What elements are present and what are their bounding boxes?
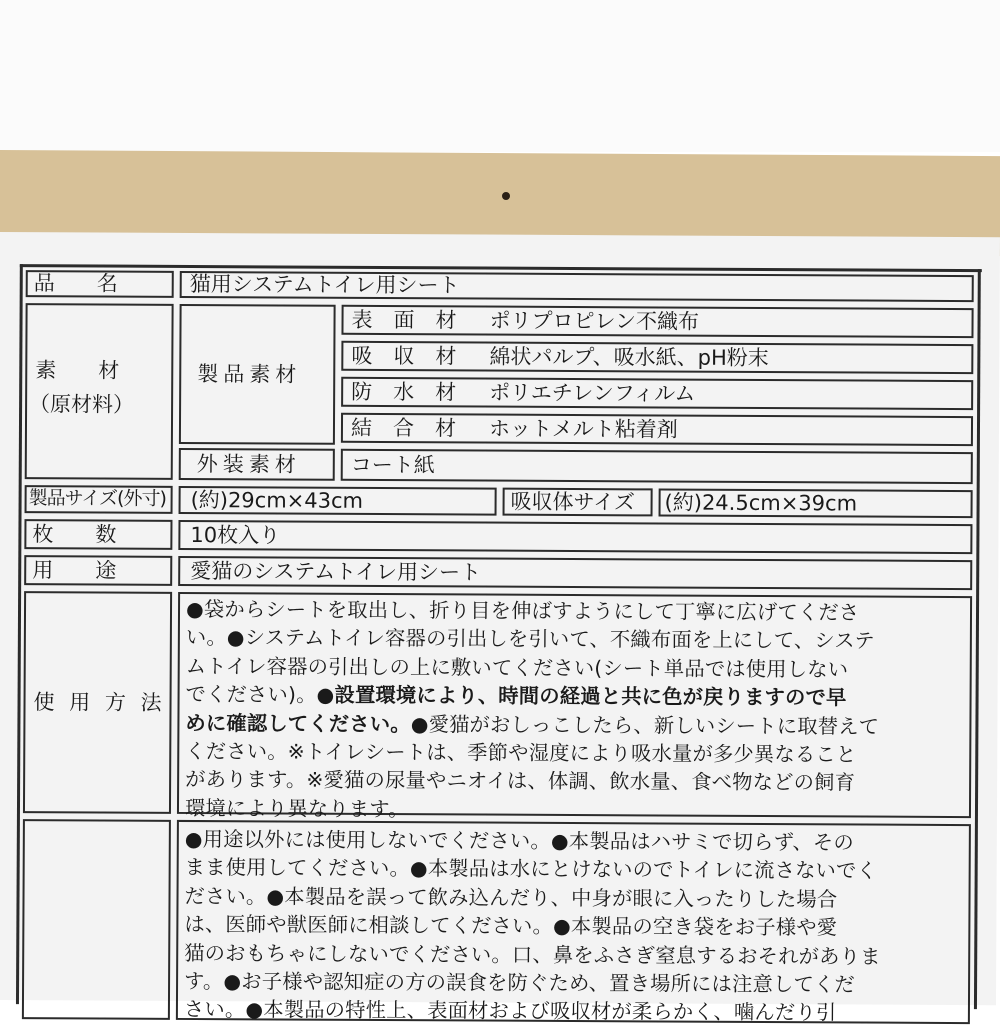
packaging-label: 外装素材 — [196, 452, 301, 477]
method-line: ●袋からシートを取出し、折り目を伸ばすようにして丁寧に広げてくださ — [185, 596, 860, 625]
background-wall — [0, 0, 1000, 152]
product-name-label: 品 名 — [33, 271, 118, 296]
material-binder-name: 結 合 材 — [350, 415, 457, 441]
method-line: 環境により異なります。 — [184, 795, 409, 821]
method-line: でください)。●設置環境により、時間の経過と共に色が戻りますので早 — [185, 682, 847, 710]
caution-line: 猫のおもちゃにしないでください。口、鼻をふさぎ窒息するおそれがありま — [184, 940, 881, 969]
count-value: 10枚入り — [190, 523, 281, 548]
material-absorbent-value: 綿状パルプ、吸水紙、pH粉末 — [489, 344, 769, 371]
material-label: 素 材 — [35, 358, 120, 383]
method-text — [185, 595, 880, 826]
packaging-value: コート紙 — [350, 452, 435, 478]
size-label: 製品サイズ(外寸) — [28, 487, 166, 510]
method-line: ムトイレ容器の引出しの上に敷いてください(シート単品では使用しない — [185, 653, 849, 682]
cardboard-hole — [502, 192, 510, 200]
material-surface-name: 表 面 材 — [351, 307, 457, 333]
size-value: (約)29cm×43cm — [190, 488, 364, 513]
emphasis-text: めに確認してください。 — [185, 710, 411, 736]
product-name-value: 猫用システムトイレ用シート — [189, 271, 460, 298]
caution-line: ●用途以外には使用しないでください。●本製品はハサミで切らず、その — [184, 826, 854, 855]
caution-line: す。●お子様や認知症の方の誤食を防ぐため、置き場所には注意してくだ — [184, 969, 856, 997]
product-spec-label — [0, 232, 1000, 1025]
material-absorbent-name: 吸 収 材 — [351, 343, 457, 369]
absorbent-size-value: (約)24.5cm×39cm — [664, 490, 858, 516]
material-waterproof-name: 防 水 材 — [351, 379, 457, 405]
packaging-value-cell — [341, 449, 973, 484]
caution-label-cell — [22, 819, 171, 1020]
method-line: ください。※トイレシートは、季節や湿度により吸水量が多少異なること — [185, 739, 857, 767]
table-right-border — [974, 269, 981, 1009]
count-value-cell — [178, 520, 972, 554]
method-line: めに確認してください。●愛猫がおしっこしたら、新しいシートに取替えて — [185, 710, 880, 739]
caution-line: まま使用してください。●本製品は水にとけないのでトイレに流さないでく — [184, 855, 878, 884]
material-surface-value: ポリプロピレン不織布 — [489, 308, 700, 334]
method-line: があります。※愛猫の尿量やニオイは、体調、飲水量、食べ物などの飼育 — [185, 767, 856, 795]
usage-label: 用 途 — [32, 558, 117, 583]
caution-line: さい。●本製品の特性上、表面材および吸収材が柔らかく、噛んだり引 — [183, 997, 837, 1025]
material-binder-value: ホットメルト粘着剤 — [488, 416, 678, 442]
usage-value: 愛猫のシステムトイレ用シート — [190, 559, 482, 585]
count-label: 枚 数 — [32, 522, 117, 547]
method-line: い。●システムトイレ容器の引出しを引いて、不織布面を上にして、システ — [185, 625, 875, 653]
product-material-label: 製品素材 — [197, 362, 302, 387]
material-sublabel: （原材料） — [29, 392, 135, 417]
material-waterproof-value: ポリエチレンフィルム — [489, 380, 696, 406]
absorbent-size-label: 吸収体サイズ — [510, 489, 635, 515]
caution-line: ださい。●本製品を誤って飲み込んだり、中身が眼に入ったりした場合 — [184, 883, 838, 912]
caution-text — [184, 825, 881, 1027]
caution-line: は、医師や獣医師に相談してください。●本製品の空き袋をお子様や愛 — [184, 912, 838, 940]
emphasis-text: ●設置環境により、時間の経過と共に色が戻りますので早 — [316, 682, 847, 710]
method-label: 使 用 方 法 — [33, 690, 166, 715]
